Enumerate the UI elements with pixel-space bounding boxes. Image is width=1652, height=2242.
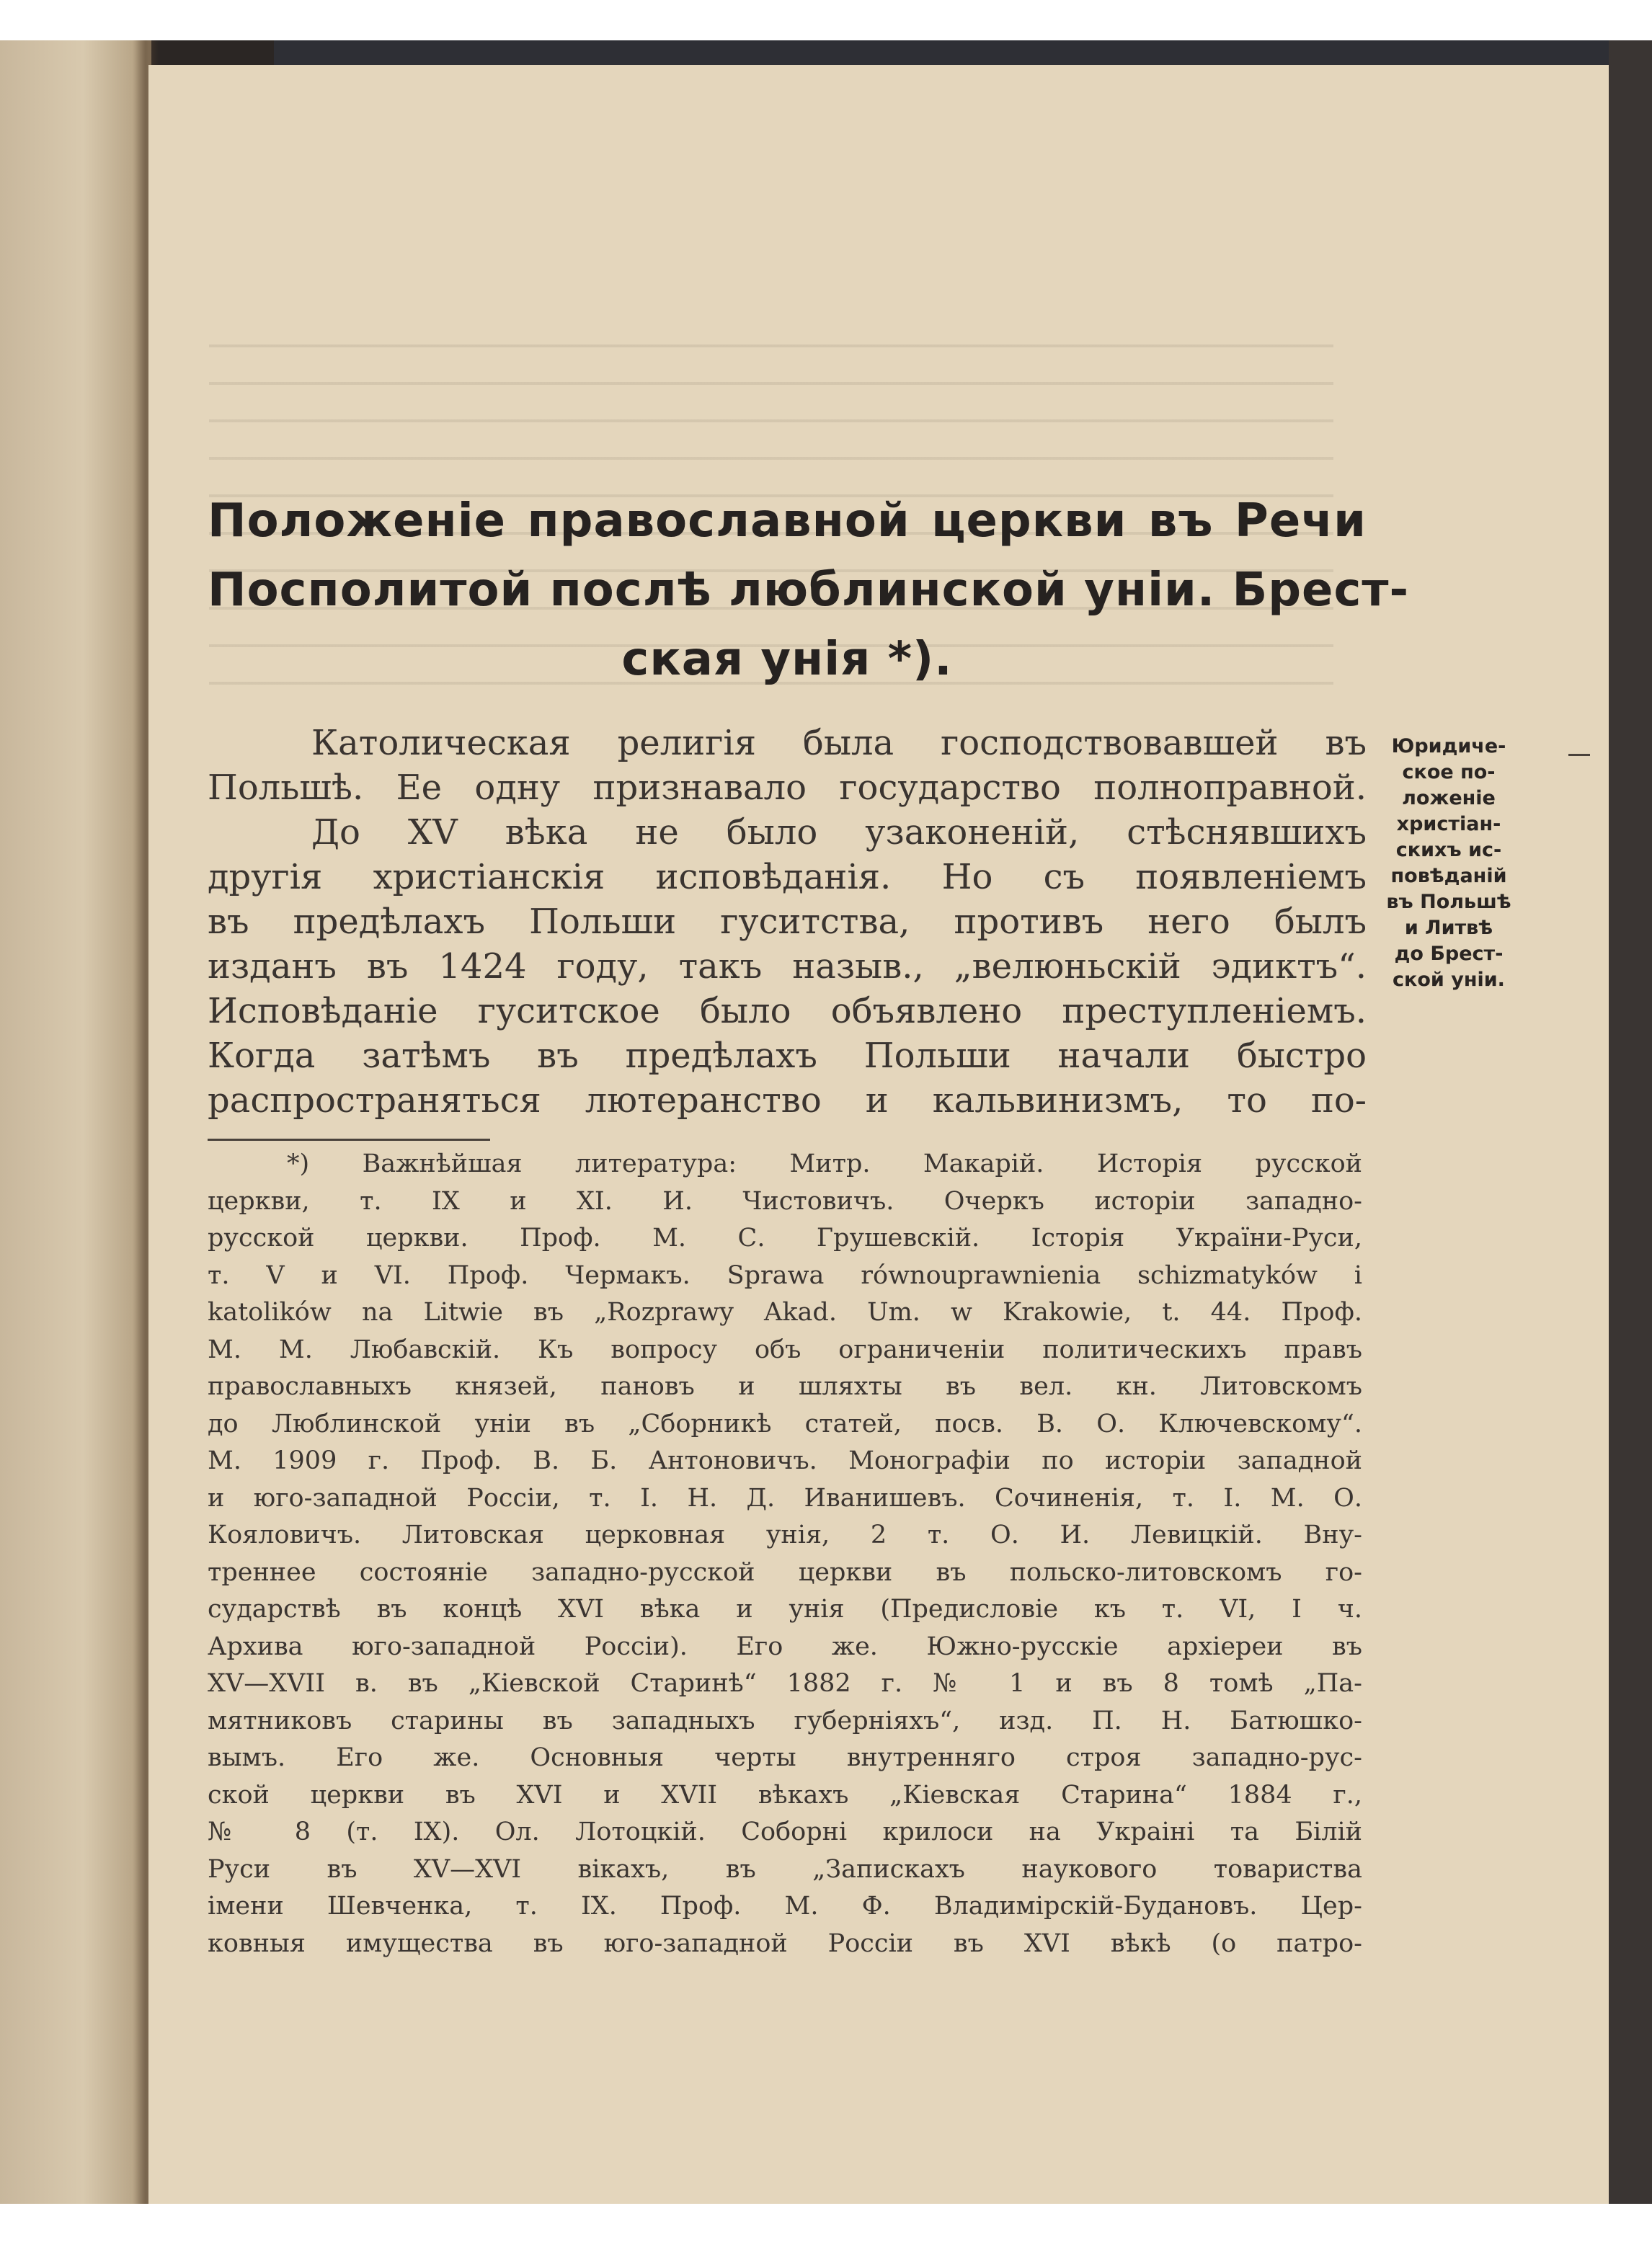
margin-note-line: скихъ ис- (1395, 839, 1502, 861)
footnote-line: XV—XVII в. въ „Кіевской Старинѣ“ 1882 г. № 1 и въ 8 томѣ „Па- (208, 1669, 1362, 1698)
body-line: Католическая религія была господствовавшей въ (311, 723, 1367, 763)
body-line: распространяться лютеранство и кальвинизмъ, то по- (208, 1080, 1367, 1121)
footnote-line: русской церкви. Проф. М. С. Грушевскій. Історія України-Руси, (208, 1224, 1362, 1253)
footnote-line: імени Шевченка, т. IX. Проф. М. Ф. Владимірскій-Будановъ. Цер- (208, 1892, 1362, 1921)
left-facing-page (0, 40, 151, 2204)
footnote-rule (208, 1139, 490, 1141)
left-page-ghost-text (4, 293, 12, 405)
footnote-line: ковныя имущества въ юго-западной Россіи въ XVI вѣкѣ (о патро- (208, 1929, 1362, 1958)
footnote-line: Руси въ XV—XVI вікахъ, въ „Запискахъ наукового товариства (208, 1854, 1362, 1884)
footnote-line: и юго-западной Россіи, т. I. Н. Д. Иванишевъ. Сочиненія, т. I. М. О. (208, 1483, 1362, 1513)
margin-note-line: и Литвѣ (1404, 917, 1493, 939)
top-border (0, 0, 1652, 40)
footnote-line: вымъ. Его же. Основныя черты внутренняго строя западно-рус- (208, 1743, 1362, 1772)
margin-note-line: до Брест- (1394, 943, 1504, 965)
footnote-line: Архива юго-западной Россіи). Его же. Южно-русскіе архіереи въ (208, 1632, 1362, 1661)
body-paragraphs (208, 721, 1367, 1123)
bottom-border (0, 2204, 1652, 2242)
title-line-3: ская унія *). (621, 633, 953, 686)
margin-dash (1568, 754, 1590, 756)
margin-note-line: Юридиче- (1391, 735, 1506, 757)
footnote-line: православныхъ князей, пановъ и шляхты въ вел. кн. Литовскомъ (208, 1372, 1362, 1401)
body-line: Исповѣданіе гуситское было объявлено преступленіемъ. (208, 991, 1367, 1031)
margin-note-line: ское по- (1402, 761, 1496, 783)
footnote-line: ской церкви въ XVI и XVII вѣкахъ „Кіевская Старина“ 1884 г., (208, 1780, 1362, 1810)
margin-note-line: ской уніи. (1393, 969, 1505, 991)
margin-note-line: повѣданій (1390, 865, 1507, 887)
footnote (208, 1146, 1362, 1962)
footnote-line: до Люблинской уніи въ „Сборникѣ статей, посв. В. О. Ключевскому“. (208, 1409, 1362, 1438)
body-line: До XV вѣка не было узаконеній, стѣснявшихъ (311, 812, 1367, 853)
footnote-line: М. 1909 г. Проф. В. Б. Антоновичъ. Монографіи по исторіи западной (208, 1446, 1362, 1475)
body-line: Польшѣ. Ее одну признавало государство полноправной. (208, 768, 1367, 808)
right-edge-shadow (1609, 40, 1652, 2242)
margin-note-line: въ Польшѣ (1386, 891, 1511, 913)
footnote-line: *) Важнѣйшая литература: Митр. Макарій. Исторія русской (287, 1149, 1362, 1178)
chapter-title (208, 486, 1410, 694)
footnote-line: мятниковъ старины въ западныхъ губерніяхъ“, изд. П. Н. Батюшко- (208, 1706, 1362, 1735)
footnote-line: katolików na Litwie въ „Rozprawy Akad. Um. w Krakowie, t. 44. Проф. (208, 1298, 1362, 1327)
body-line: изданъ въ 1424 году, такъ назыв., „велюньскій эдиктъ“. (208, 946, 1367, 987)
footnote-line: сударствѣ въ концѣ XVI вѣка и унія (Предисловіе къ т. VI, I ч. (208, 1595, 1362, 1624)
footnote-line: т. V и VI. Проф. Чермакъ. Sprawa równouprawnienia schizmatyków i (208, 1260, 1362, 1290)
footnote-line: Кояловичъ. Литовская церковная унія, 2 т. О. И. Левицкій. Вну- (208, 1521, 1362, 1549)
top-edge-shadow (274, 40, 1609, 65)
body-line: другія христіанскія исповѣданія. Но съ появленіемъ (208, 857, 1367, 897)
body-line: въ предѣлахъ Польши гуситства, противъ него былъ (208, 902, 1367, 942)
marginal-note (1375, 734, 1522, 993)
title-line-1: Положеніе православной церкви въ Речи (208, 494, 1367, 548)
footnote-line: М. М. Любавскій. Къ вопросу объ ограниченіи политическихъ правъ (208, 1335, 1362, 1364)
margin-note-line: ложеніе (1402, 787, 1496, 809)
title-line-2: Посполитой послѣ люблинской уніи. Брест- (208, 564, 1410, 617)
body-line: Когда затѣмъ въ предѣлахъ Польши начали быстро (208, 1036, 1367, 1076)
footnote-line: церкви, т. IX и XI. И. Чистовичъ. Очеркъ исторіи западно- (208, 1186, 1362, 1216)
footnote-line: № 8 (т. IX). Ол. Лотоцкій. Соборні крилоси на Украіні та Білій (208, 1818, 1362, 1846)
margin-note-line: христіан- (1396, 813, 1501, 835)
footnote-line: треннее состояніе западно-русской церкви въ польско-литовскомъ го- (208, 1557, 1362, 1587)
